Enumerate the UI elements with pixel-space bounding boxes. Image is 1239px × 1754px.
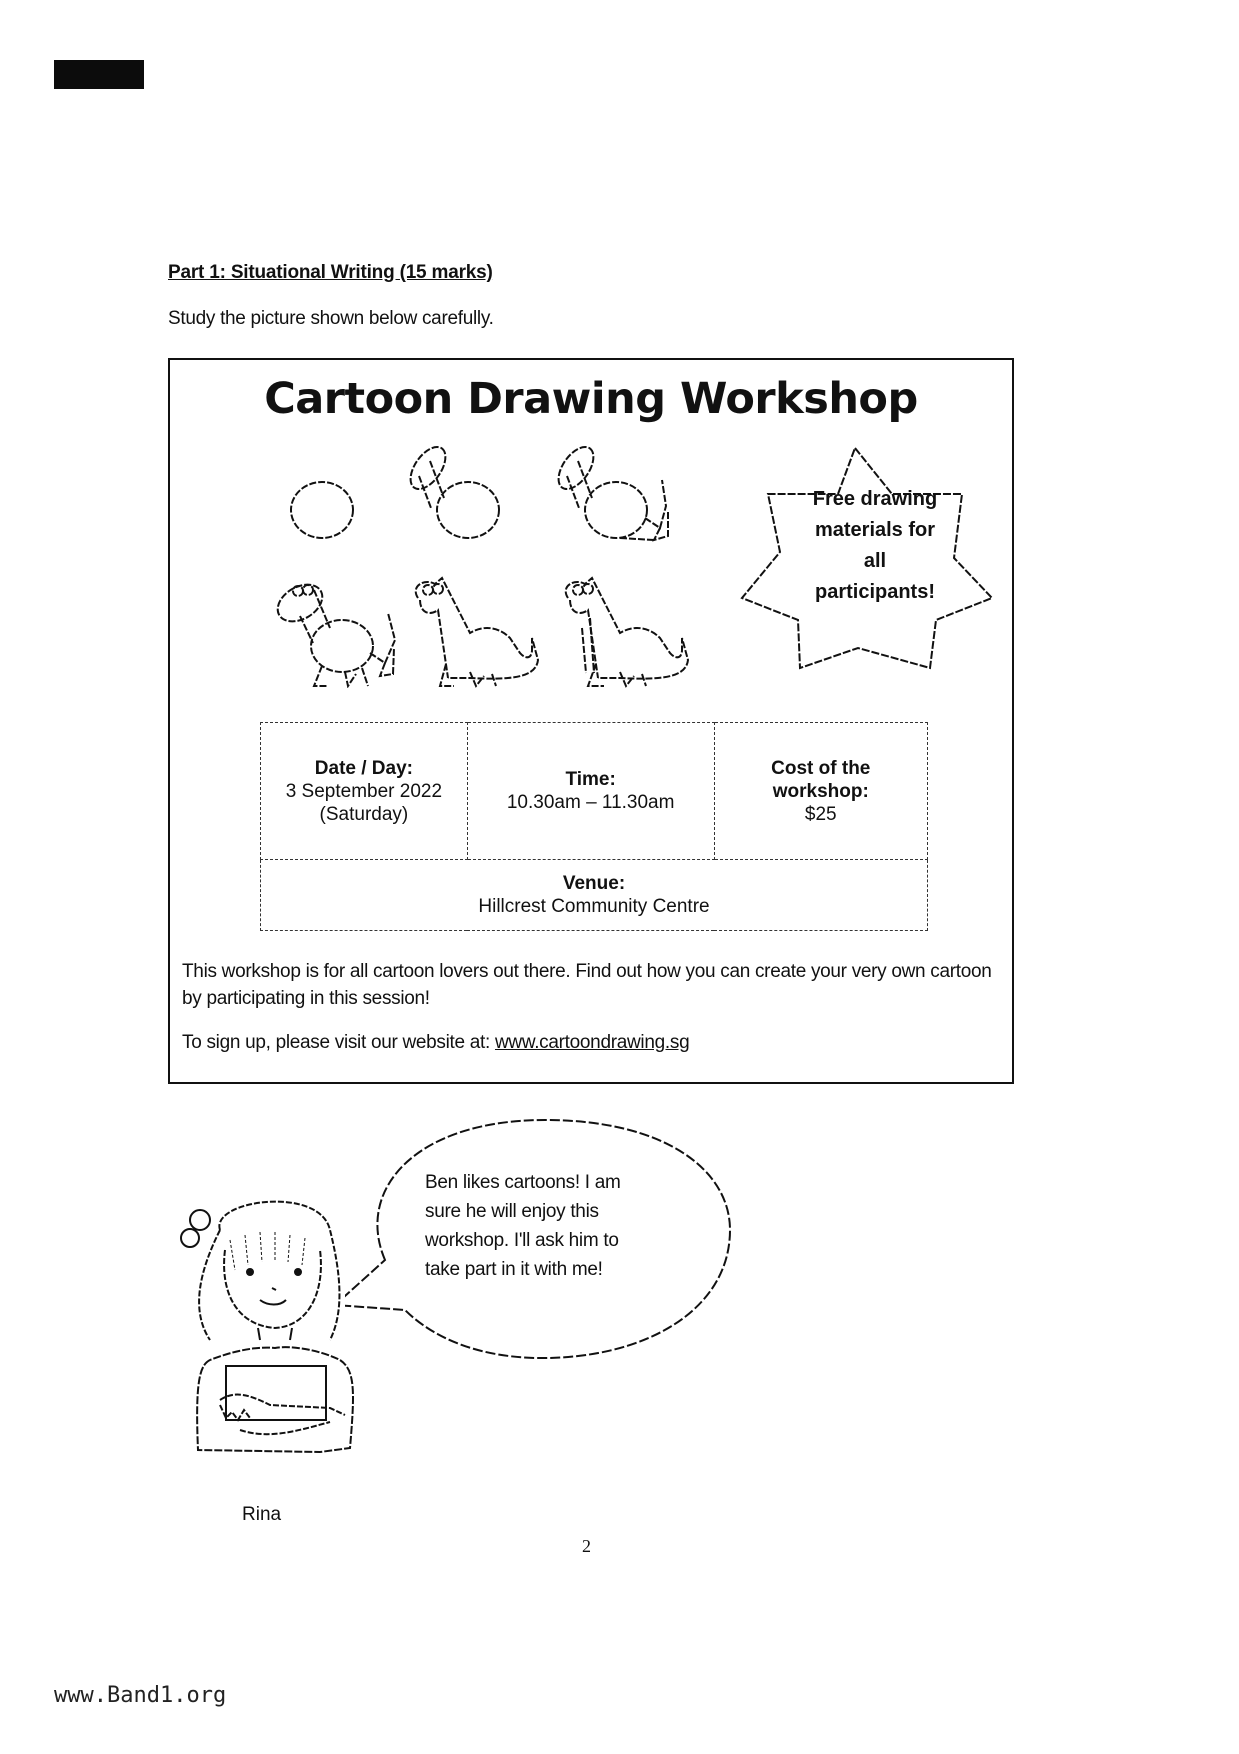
workshop-details-table xyxy=(260,722,928,931)
signup-line: To sign up, please visit our website at: www.cartoondrawing.sg xyxy=(182,1032,690,1053)
speech-text: Ben likes cartoons! I am sure he will enjoy this workshop. I'll ask him to take part in it with me! xyxy=(425,1172,621,1280)
page-number: 2 xyxy=(582,1536,591,1556)
time-cell: Time: 10.30am – 11.30am xyxy=(467,723,714,860)
redaction-block xyxy=(54,60,144,89)
dino-step-1-icon xyxy=(291,482,353,538)
dino-step-4-icon xyxy=(271,577,395,686)
workshop-description: This workshop is for all cartoon lovers out there. Find out how you can create your very own cartoon by participating in this session! xyxy=(182,961,992,1009)
instruction-text: Study the picture shown below carefully. xyxy=(168,308,494,329)
dino-step-5-icon xyxy=(416,578,538,686)
date-cell: Date / Day: 3 September 2022 (Saturday) xyxy=(261,723,468,860)
dino-step-2-icon xyxy=(404,441,499,538)
poster-title: Cartoon Drawing Workshop xyxy=(264,374,918,424)
website-link[interactable]: www.cartoondrawing.sg xyxy=(494,1032,690,1053)
free-materials-text: Free drawing materials for all participants! xyxy=(812,488,938,603)
section-heading: Part 1: Situational Writing (15 marks) xyxy=(168,262,493,283)
speaker-name: Rina xyxy=(242,1504,282,1525)
girl-rina-illustration xyxy=(180,1190,370,1480)
cost-cell: Cost of the workshop: $25 xyxy=(714,723,927,860)
dino-step-6-icon xyxy=(566,578,688,686)
footer-watermark: www.Band1.org xyxy=(54,1683,227,1708)
poster-frame xyxy=(168,358,1014,1084)
dino-step-3-icon xyxy=(552,441,668,540)
dinosaur-drawing-steps xyxy=(270,428,790,688)
venue-cell: Venue: Hillcrest Community Centre xyxy=(261,860,928,931)
hair-flower-icon xyxy=(190,1210,210,1230)
